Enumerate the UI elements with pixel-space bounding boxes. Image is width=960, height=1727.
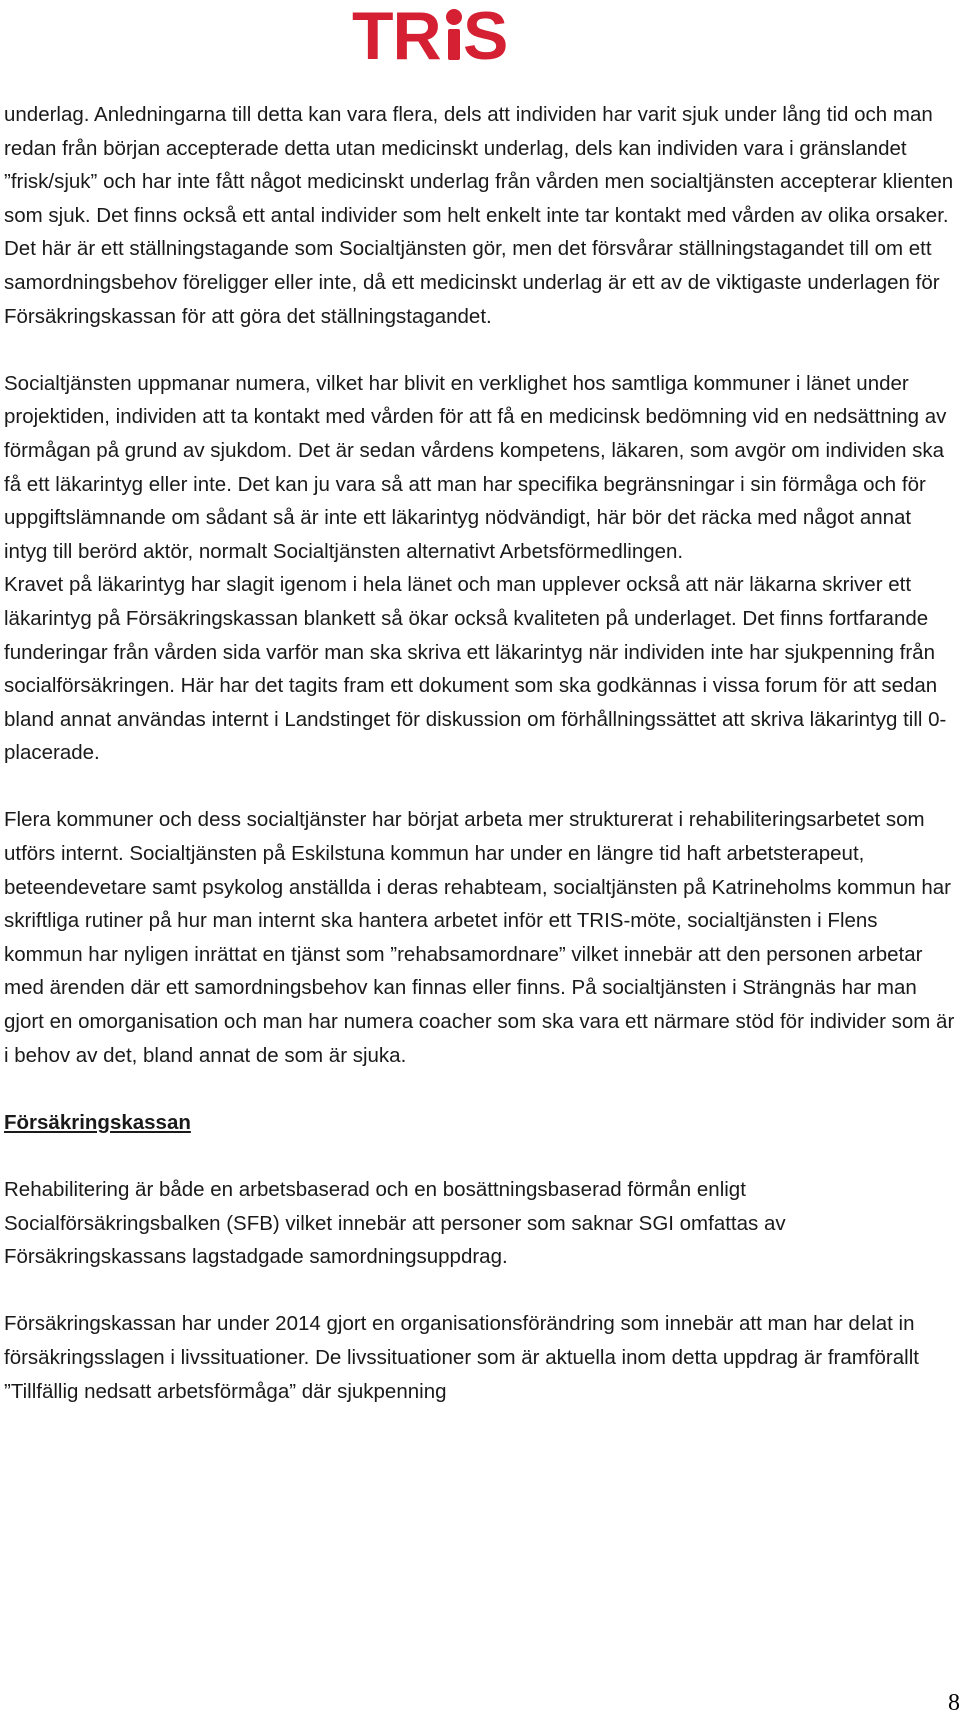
- svg-text:S: S: [463, 4, 509, 66]
- paragraph-medicinskt-underlag: underlag. Anledningarna till detta kan vara flera, dels att individen har varit sjuk under lång tid och man redan från början accepterade detta utan medicinskt underlag, dels kan individen vara i gränslandet ”frisk/sjuk” och har inte fått något medicinskt underlag från vården men socialtjänsten accepterar klienten som sjuk. Det finns också ett antal individer som helt enkelt inte tar kontakt med vården av olika orsaker. Det här är ett ställningstagande som Socialtjänsten gör, men det försvårar ställningstagandet till om ett samordningsbehov föreligger eller inte, då ett medicinskt underlag är ett av de viktigaste underlagen för Försäkringskassan för att göra det ställningstagandet.: [4, 103, 954, 328]
- paragraph-organisationsforandring: Försäkringskassan har under 2014 gjort en organisationsförändring som innebär att man har delat in försäkringsslagen i livssituationer. De livssituationer som är aktuella inom detta uppdrag är framförallt ”Tillfällig nedsatt arbetsförmåga” där sjukpenning: [4, 1312, 919, 1403]
- section-heading-forsakringskassan: Försäkringskassan: [4, 1110, 191, 1134]
- tris-logo: [352, 4, 524, 66]
- paragraph-socialtjansten-uppmanar: Socialtjänsten uppmanar numera, vilket har blivit en verklighet hos samtliga kommuner i länet under projektiden, individen att ta kontakt med vården för att få en medicinsk bedömning vid en nedsättning av förmågan på grund av sjukdom. Det är sedan vårdens kompetens, läkaren, som avgör om individen ska få ett läkarintyg eller inte. Det kan ju vara så att man har specifika begränsningar i sin förmåga och för uppgiftslämnande om sådant så är inte ett läkarintyg nödvändigt, här bör det räcka med något annat intyg till berörd aktör, normalt Socialtjänsten alternativt Arbetsförmedlingen.: [4, 371, 947, 563]
- paragraph-rehabilitering: Rehabilitering är både en arbetsbaserad och en bosättningsbaserad förmån enligt Socialförsäkringsbalken (SFB) vilket innebär att personer som saknar SGI omfattas av Försäkringskassans lagstadgade samordningsuppdrag.: [4, 1178, 786, 1269]
- page-number: 8: [948, 1690, 960, 1716]
- svg-text:TR: TR: [352, 4, 441, 66]
- paragraph-kravet-pa-lakarintyg: Kravet på läkarintyg har slagit igenom i hela länet och man upplever också att när läkarna skriver ett läkarintyg på Försäkringskassan blankett så ökar också kvaliteten på underlaget. Det finns fortfarande funderingar från vården sida varför man ska skriva ett läkarintyg när individen inte har sjukpenning från socialförsäkringen. Här har det tagits fram ett dokument som ska godkännas i vissa forum för att sedan bland annat användas internt i Landstinget för diskussion om förhållningssättet att skriva läkarintyg till 0-placerade.: [4, 573, 947, 765]
- paragraph-flera-kommuner: Flera kommuner och dess socialtjänster har börjat arbeta mer strukturerat i rehabiliteringsarbetet som utförs internt. Socialtjänsten på Eskilstuna kommun har under en längre tid haft arbetsterapeut, beteendevetare samt psykolog anställda i deras rehabteam, socialtjänsten på Katrineholms kommun har skriftliga rutiner på hur man internt ska hantera arbetet inför ett TRIS-möte, socialtjänsten i Flens kommun har nyligen inrättat en tjänst som ”rehabsamordnare” vilket innebär att den personen arbetar med ärenden där ett samordningsbehov kan finnas eller finns. På socialtjänsten i Strängnäs har man gjort en omorganisation och man har numera coacher som ska vara ett närmare stöd för individer som är i behov av det, bland annat de som är sjuka.: [4, 808, 955, 1067]
- document-body: [4, 98, 956, 1408]
- tris-logo-mark: [352, 4, 524, 66]
